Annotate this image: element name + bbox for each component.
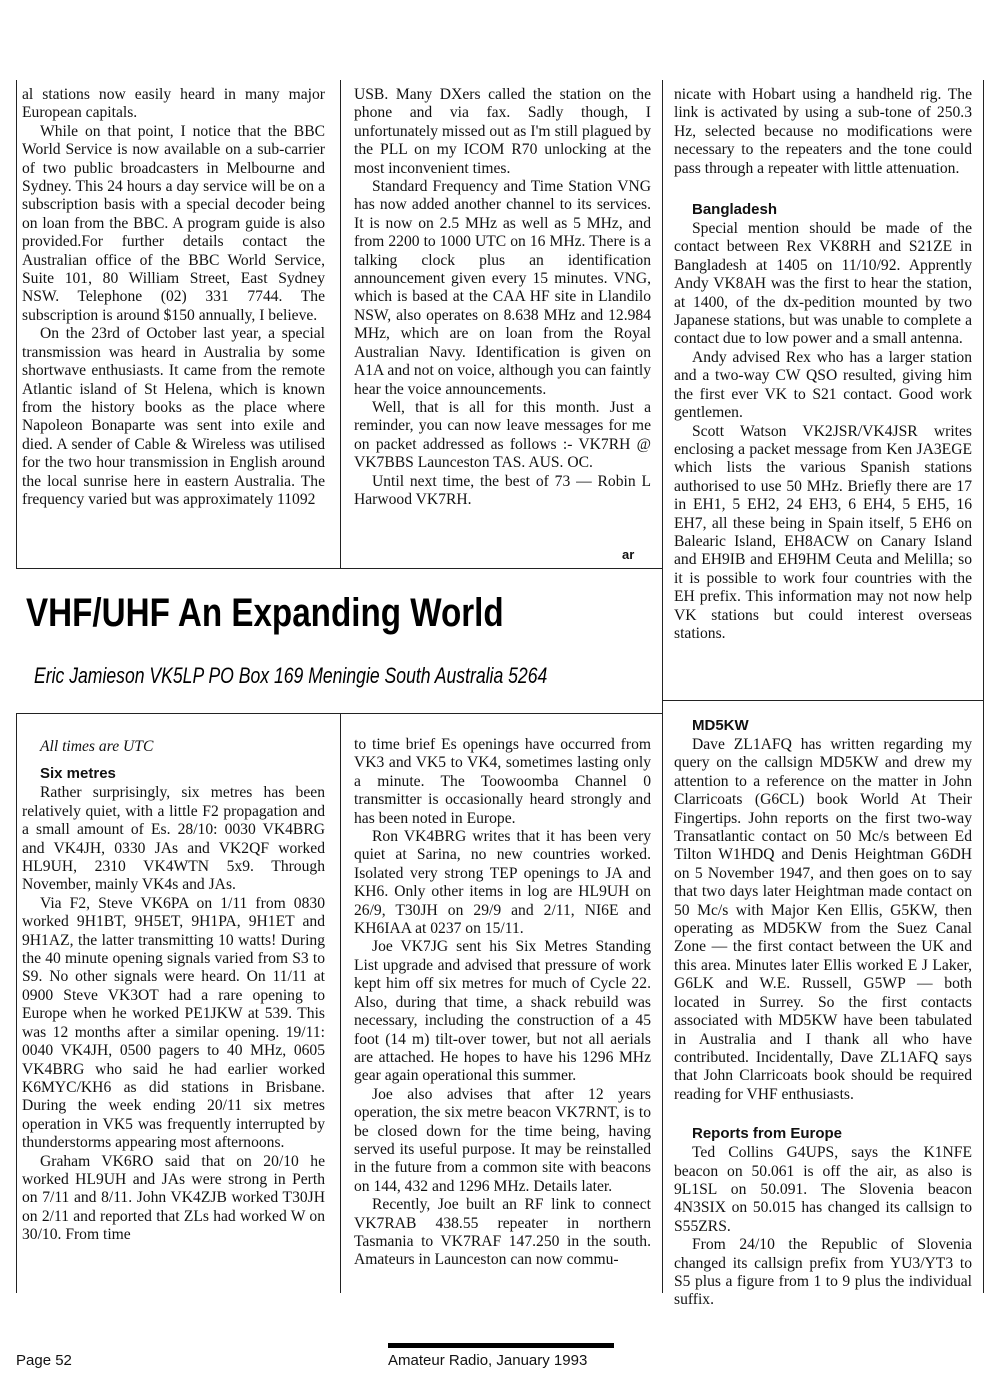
paragraph: USB. Many DXers called the station on the phone and via fax. Sadly though, I unfortunately missed out as I'm still plagued by the PLL on my ICOM R70 unlocking at the most inconvenient times. (354, 86, 651, 177)
paragraph: Joe VK7JG sent his Six Metres Standing List upgrade and advised that pressure of work kept him off six metres for much of Cycle 22. Also, during that time, a shack rebuild was necessary, including the construction of a 45 foot (14 m) tilt-over tower, but not all aerials are attached. He hopes to have his 1296 MHz gear again operational this summer. (354, 938, 651, 1085)
paragraph: Dave ZL1AFQ has written regarding my query on the callsign MD5KW and drew my attention to a reference on the matter in John Clarricoats (G6CL) book World At Their Fingertips. John reports on the first two-way Transatlantic contact on 50 Mc/s between Ed Tilton W1HDQ and Denis Heightman G6DH on 5 November 1947, and then goes on to say that two days later Heightman made contact on 50 Mc/s with Major Ken Ellis, G5KW, then operating as MD5KW from the Suez Canal Zone — the first contact between the UK and this area. Minutes later Ellis worked E J Laker, G6LK and W.E. Russell, G5WP — both located in Surrey. So the first contacts associated with MD5KW have been tabulated in Australia and I thank all who have contributed. Incidentally, Dave ZL1AFQ says that John Clarricoats book should be required reading for VHF enthusiasts. (674, 736, 972, 1103)
column-1-top (22, 86, 325, 556)
article-header (16, 568, 662, 714)
column-3-upper (674, 86, 972, 696)
paragraph: Well, that is all for this month. Just a reminder, you can now leave messages for me on packet addressed as follows :- VK7RH @ VK7BBS Launceston TAS. AUS. OC. (354, 398, 651, 472)
column-rule-left-top (16, 80, 17, 568)
section-heading: MD5KW (692, 717, 749, 734)
section-heading: Six metres (40, 765, 116, 783)
paragraph: Ted Collins G4UPS, says the K1NFE beacon on 50.061 is off the air, as also is 9L1SL on 50.091. The Slovenia beacon 4N3SIX on 50.015 has changed its callsign to S55ZRS. (674, 1144, 972, 1235)
paragraph: Recently, Joe built an RF link to connect VK7RAB 438.55 repeater in northern Tasmania to VK7RAF 147.250 in the south. Amateurs in Launceston can now commu- (354, 1196, 651, 1269)
paragraph: Scott Watson VK2JSR/VK4JSR writes enclosing a packet message from Ken JA3EGE which lists the various Spanish stations authorised to use 50 MHz. Briefly there are 17 in EH1, 5 EH2, 24 EH3, 6 EH4, 5 EH5, 16 EH7, all these being in Spain itself, 5 EH6 on Balearic Island, EH8ACW on Canary Island and EH9IB and EH9HM Ceuta and Melilla; so it is possible to work four countries with the EH prefix. This information may not now help VK stations but could interest overseas stations. (674, 422, 972, 642)
paragraph: Joe also advises that after 12 years operation, the six metre beacon VK7RNT, is to be closed down for the time being, having served its useful purpose. It may be reinstalled in the future from a common site with beacons on 144, 432 and 1296 MHz. Details later. (354, 1085, 651, 1195)
paragraph: Rather surprisingly, six metres has been relatively quiet, with a little F2 propagation and a small amount of Es. 28/10: 0030 VK4BRG and VK4JH, 0330 JAs and VK2QF worked HL9UH, 2310 VK4WTN 5x9. Through November, mainly VK4s and JAs. (22, 784, 325, 894)
paragraph: al stations now easily heard in many major European capitals. (22, 86, 325, 122)
paragraph: From 24/10 the Republic of Slovenia changed its callsign prefix from YU3/YT3 to S5 plus a figure from 1 to 9 plus the individual suffix. (674, 1236, 972, 1309)
column-1-bottom (22, 738, 325, 1293)
paragraph: to time brief Es openings have occurred from VK3 and VK5 to VK4, sometimes lasting only a minute. The Toowoomba Channel 0 transmitter is occasionally heard strongly and has been noted in Europe. (354, 736, 651, 827)
article-headline: VHF/UHF An Expanding World (26, 591, 504, 635)
paragraph: On the 23rd of October last year, a special transmission was heard in Australia by some shortwave enthusiasts. It came from the remote Atlantic island of St Helena, which is known from the history books as the place where Napoleon Bonaparte was sent into exile and died. A sender of Cable & Wireless was utilised for the two hour transmission in English around the local sunrise here in eastern Australia. The frequency varied but was approximately 11092 (22, 325, 325, 508)
column-rule-2-3 (662, 80, 663, 1293)
end-mark: ar (622, 547, 635, 562)
page-number: Page 52 (16, 1352, 72, 1369)
paragraph: Andy advised Rex who has a larger station and a two-way CW QSO resulted, giving him the first ever VK to S21 contact. Good work gentlemen. (674, 348, 972, 422)
section-rule-col3 (662, 700, 983, 701)
paragraph: nicate with Hobart using a handheld rig. The link is activated by using a sub-tone of 250.3 Hz, selected because no modifications were necessary to the repeaters and the tone could pass through a repeater with little attenuation. (674, 86, 972, 177)
paragraph: Via F2, Steve VK6PA on 1/11 from 0830 worked 9H1BT, 9H5ET, 9H1PA, 9H1ET and 9H1AZ, the latter transmitting 10 watts! During the 40 minute opening signals varied from S3 to S9. No other signals were heard. On 11/11 at 0900 Steve VK3OT had a rare opening to Europe when he worked PE1JKW at 539. This was 12 months after a similar opening. 19/11: 0040 VK4JH, 0500 pagers to 40 MHz, 0605 VK4BRG who said he had earlier worked K6MYC/KH6 as did stations in Brisbane. During the week ending 20/11 six metres operation in VK5 was frequently interrupted by thunderstorms appearing most afternoons. (22, 894, 325, 1152)
column-rule-right (983, 80, 984, 1293)
footer-bar (388, 1343, 614, 1348)
column-2-top (354, 86, 651, 546)
paragraph: Until next time, the best of 73 — Robin L Harwood VK7RH. (354, 472, 651, 508)
column-rule-1-2-top (340, 80, 341, 568)
paragraph: Graham VK6RO said that on 20/10 he worked HL9UH and JAs were strong in Perth on 7/11 and 8/11. John VK4ZJB worked T30JH on 2/11 and reported that ZLs had worked W on 30/10. From time (22, 1152, 325, 1244)
column-3-lower (674, 712, 972, 1309)
paragraph: Standard Frequency and Time Station VNG has now added another channel to its services. It is now on 2.5 MHz as well as 5 MHz, and from 2200 to 1000 UTC on 16 MHz. There is a talking clock plus an identification announcement given every 15 minutes. VNG, which is based at the CAA HF site in Llandilo NSW, also operates on 8.638 MHz and 12.984 MHz, which are on loan from the Royal Australian Navy. Identification is given on A1A and not on voice, although you can faintly hear the voice announcements. (354, 178, 651, 398)
publication-line: Amateur Radio, January 1993 (388, 1352, 588, 1369)
section-heading: Bangladesh (692, 201, 778, 219)
column-rule-left-bottom (16, 714, 17, 1293)
column-rule-1-2-bottom (340, 714, 341, 1293)
paragraph: Special mention should be made of the contact between Rex VK8RH and S21ZE in Bangladesh at 1405 on 11/10/92. Apprently Andy VK8AH was the first to hear the station, at 1400, of the dx-pedition mounted by two Japanese stations, but was unable to complete a contact due to low power and a small antenna. (674, 220, 972, 348)
paragraph: While on that point, I notice that the BBC World Service is now available on a sub-carrier of two public broadcasters in Melbourne and Sydney. This 24 hours a day service will be on a subscription basis with a special decoder being on loan from the BBC. A program guide is also provided.For further details contact the Australian office of the BBC World Service, Suite 101, 80 William Street, East Sydney NSW. Telephone (02) 331 7744. The subscription is around $150 annually, I believe. (22, 122, 325, 324)
time-note: All times are UTC (40, 738, 154, 755)
paragraph: Ron VK4BRG writes that it has been very quiet at Sarina, no new countries worked. Isolated very strong TEP openings to JA and KH6. Only other items in log are HL9UH on 26/9, T30JH on 29/9 and 2/11, NI6E and KH6IAA at 0237 on 15/11. (354, 828, 651, 938)
article-byline: Eric Jamieson VK5LP PO Box 169 Meningie South Australia 5264 (34, 663, 548, 688)
column-2-bottom (354, 736, 651, 1293)
section-heading: Reports from Europe (692, 1125, 843, 1143)
